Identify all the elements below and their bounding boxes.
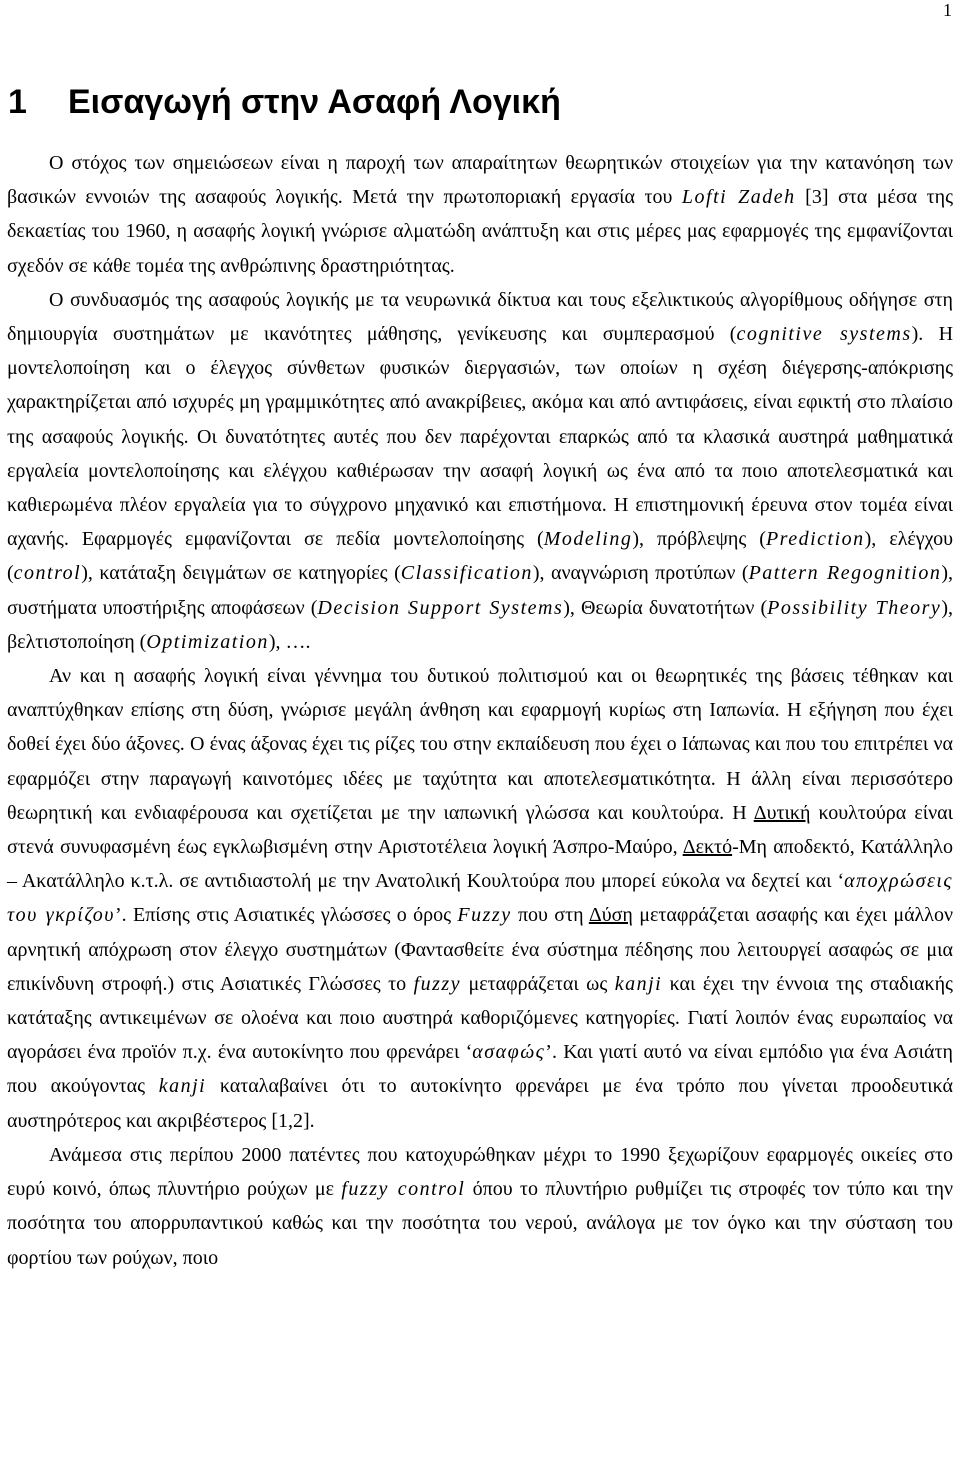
document-body	[7, 146, 953, 1275]
text-run: Ανάμεσα στις περίπου 2000 πατέντες που κατοχυρώθηκαν μέχρι το 1990 ξεχωρίζουν εφαρμογές οικείες στο ευρύ κοινό, όπως πλυντήριο ρούχων με	[7, 1143, 953, 1201]
text-run: μεταφράζεται ασαφής και έχει μάλλον αρνητική απόχρωση στον έλεγχο συστημάτων (Φαντασθείτε ένα σύστημα πέδησης που λειτουργεί ασαφώς σε μια επικίνδυνη στροφή.) στις Ασιατικές Γλώσσες το	[7, 904, 953, 995]
text-run: ), ….	[268, 630, 311, 653]
text-run: ), κατάταξη δειγμάτων σε κατηγορίες (	[81, 562, 401, 585]
term-dysi: Δύση	[588, 904, 633, 927]
page-number: 1	[943, 0, 952, 20]
term-dytiki: Δυτική	[753, 801, 811, 824]
term-fuzzy: Fuzzy	[457, 904, 512, 927]
term-decision-support-systems: Decision Support Systems	[317, 596, 564, 619]
term-asafos: ασαφώς	[472, 1041, 546, 1064]
author-name: Lofti Zadeh	[681, 186, 796, 209]
text-run: ’. Και γιατί αυτό να είναι εμπόδιο για ένα Ασιάτη που ακούγοντας	[7, 1041, 953, 1098]
term-modeling: Modeling	[543, 528, 633, 551]
text-run: όπου το πλυντήριο ρυθμίζει τις στροφές τον τύπο και την ποσότητα του απορρυπαντικού καθώς και την ποσότητα του νερού, ανάλογα με τον όγκο και την σύσταση του φορτίου των ρούχων, ποιο	[7, 1178, 953, 1269]
text-run: [3] στα μέσα της δεκαετίας του 1960, η ασαφής λογική γνώρισε αλματώδη ανάπτυξη και στις μέρες μας εφαρμογές της εμφανίζονται σχεδόν σε κάθε τομέα της ανθρώπινης δραστηριότητας.	[7, 186, 954, 277]
term-cognitive-systems: cognitive systems	[736, 323, 912, 346]
text-run: ), Θεωρία δυνατοτήτων (	[563, 596, 768, 619]
term-dekto: Δεκτό	[682, 836, 733, 859]
text-run: -Μη αποδεκτό, Κατάλληλο – Ακατάλληλο κ.τ.λ. σε αντιδιαστολή με την Ανατολική Κουλτούρα που μπορεί εύκολα να δεχτεί και ‘	[7, 836, 953, 893]
term-possibility-theory: Possibility Theory	[767, 596, 942, 619]
section-heading	[8, 80, 952, 124]
text-run: μεταφράζεται ως	[461, 972, 615, 995]
text-run: ), πρόβλεψης (	[632, 528, 766, 551]
term-control: control	[13, 562, 82, 585]
text-run: ), βελτιστοποίηση (	[7, 596, 953, 653]
text-run: ). Η μοντελοποίηση και ο έλεγχος σύνθετων φυσικών διεργασιών, των οποίων η σχέση διέγερσης-απόκρισης χαρακτηρίζεται από ισχυρές μη γραμμικότητες από ανακρίβειες, ακόμα και από αντιφάσεις, είναι εφικτή στο πλαίσιο της ασαφούς λογικής. Οι δυνατότητες αυτές που δεν παρέχονται επαρκώς από τα κλασικά αυστηρά μαθηματικά εργαλεία μοντελοποίησης και ελέγχου καθιέρωσαν την ασαφή λογική ως ένα από τα ποιο αποτελεσματικά και καθιερωμένα πλέον εργαλεία για το σύγχρονο μηχανικό και επιστήμονα. Η επιστημονική έρευνα στον τομέα είναι αχανής. Εφαρμογές εμφανίζονται σε πεδία μοντελοποίησης (	[7, 323, 954, 551]
term-fuzzy-control: fuzzy control	[341, 1178, 466, 1201]
text-run: ), συστήματα υποστήριξης αποφάσεων (	[7, 562, 953, 619]
text-run: Αν και η ασαφής λογική είναι γέννημα του δυτικού πολιτισμού και οι θεωρητικές της βάσεις τέθηκαν και αναπτύχθηκαν επίσης στη δύση, γνώρισε μεγάλη άνθηση και εφαρμογή κυρίως στη Ιαπωνία. Η εξήγηση που έχει δοθεί έχει δύο άξονες. Ο ένας άξονας έχει τις ρίζες του στην εκπαίδευση που έχει ο Ιάπωνας και που του επιτρέπει να εφαρμόζει στην παραγωγή καινοτόμες ιδέες με ταχύτητα και αποτελεσματικότητα. Η άλλη είναι περισσότερο θεωρητική και ενδιαφέρουσα και σχετίζεται με την ιαπωνική γλώσσα και κουλτούρα. Η	[7, 665, 953, 824]
text-run: ), αναγνώριση προτύπων (	[532, 562, 749, 585]
text-run: Ο συνδυασμός της ασαφούς λογικής με τα νευρωνικά δίκτυα και τους εξελικτικούς αλγορίθμους οδήγησε στη δημιουργία συστημάτων με ικανότητες μάθησης, γενίκευσης και συμπερασμού (	[7, 288, 953, 346]
text-run: και έχει την έννοια της σταδιακής κατάταξης αντικειμένων σε ολοένα και ποιο αυστηρά καθοριζόμενες κατηγορίες. Γιατί λοιπόν ένας ευρωπαίος να αγοράσει ένα προϊόν π.χ. ένα αυτοκίνητο που φρενάρει ‘	[7, 972, 953, 1064]
paragraph-3	[7, 659, 953, 1138]
section-number: 1	[8, 83, 27, 121]
term-pattern-regognition: Pattern Regognition	[748, 562, 942, 585]
text-run: που στη	[511, 904, 589, 927]
section-title: Εισαγωγή στην Ασαφή Λογική	[68, 83, 561, 121]
term-kanji: kanji	[614, 972, 663, 995]
term-fuzzy: fuzzy	[413, 972, 462, 995]
paragraph-4	[7, 1138, 953, 1275]
text-run: Ο στόχος των σημειώσεων είναι η παροχή των απαραίτητων θεωρητικών στοιχείων για την κατανόηση των βασικών εννοιών της ασαφούς λογικής. Μετά την πρωτοποριακή εργασία του	[7, 152, 953, 209]
paragraph-1	[7, 146, 953, 283]
term-optimization: Optimization	[146, 630, 269, 653]
text-run: ), ελέγχου (	[7, 528, 953, 585]
paragraph-2	[7, 283, 953, 659]
text-run: καταλαβαίνει ότι το αυτοκίνητο φρενάρει με ένα τρόπο που γίνεται προοδευτικά αυστηρότερος και ακριβέστερος [1,2].	[7, 1075, 953, 1132]
term-kanji: kanji	[158, 1075, 207, 1098]
term-prediction: Prediction	[765, 528, 865, 551]
term-apochroseis: αποχρώσεις του γκρίζου	[7, 870, 953, 927]
term-classification: Classification	[400, 562, 533, 585]
text-run: ’. Επίσης στις Ασιατικές γλώσσες ο όρος	[114, 904, 458, 927]
text-run: κουλτούρα είναι στενά συνυφασμένη έως εγκλωβισμένη στην Αριστοτέλεια λογική Άσπρο-Μαύρο,	[7, 801, 953, 859]
